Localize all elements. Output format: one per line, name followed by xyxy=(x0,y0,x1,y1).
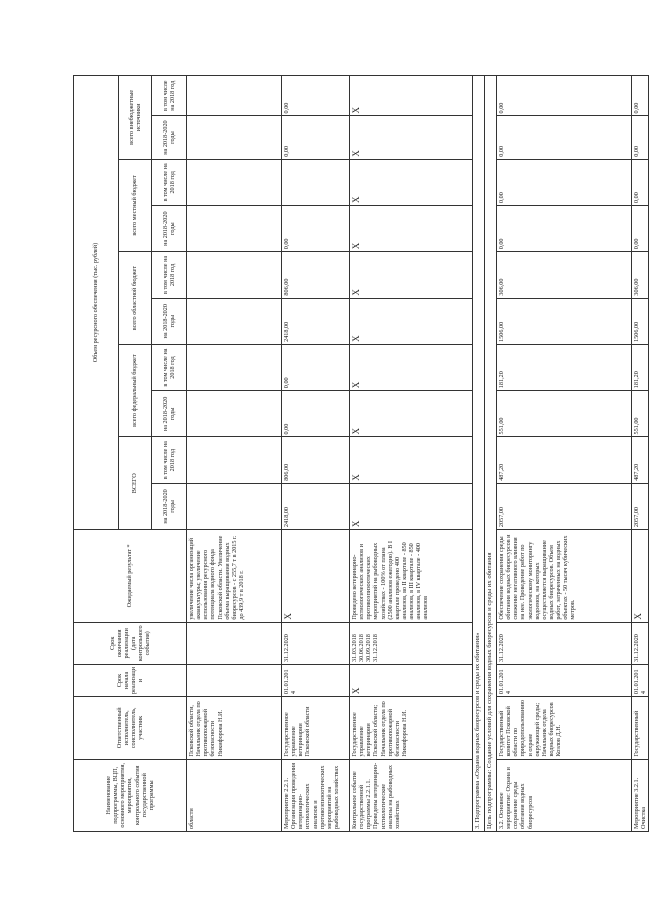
cell-start: 01.01.2014 xyxy=(632,664,649,696)
header-reg-2018: в том числе на 2018 год xyxy=(152,252,187,298)
header-fed-2018: в том числе на 2018 год xyxy=(152,344,187,390)
cell-x-mark: X xyxy=(350,76,473,116)
cell-loc-2018: 0,00 xyxy=(632,159,649,205)
cell-start xyxy=(187,664,282,696)
cell-executor: Государственное управление ветеринарии Псковской области; Начальник отдела по противопожарной безопасности Никифорова Н.И. xyxy=(350,697,473,759)
cell-empty xyxy=(187,483,282,529)
cell-reg-2018: 306,00 xyxy=(632,252,649,298)
table-row-measure-3-2-1 xyxy=(632,76,649,832)
table-row-subprogram-3 xyxy=(473,76,485,832)
cell-name: Мероприятие 3.2.1. Очистка xyxy=(632,759,649,831)
cell-reg-all: 2418,00 xyxy=(282,298,350,344)
header-local: всего местный бюджет xyxy=(119,159,152,252)
cell-end: 31.12.2020 xyxy=(497,622,632,664)
cell-name: Контрольное событие государственной программы 2.2.1.1. Проведены ветеринарно-ихтиологические анализы на рыбоводных хозяйствах xyxy=(350,759,473,831)
table-row-control-event xyxy=(350,76,473,832)
cell-loc-all: 0,00 xyxy=(497,206,632,252)
cell-reg-all: 1506,00 xyxy=(497,298,632,344)
header-reg-all: на 2018-2020 годы xyxy=(152,298,187,344)
cell-result: увеличение числа организаций аквакультуры; увеличение использования ресурсного потенциала водного фонда Псковской области. Увеличение объема выращивания водных биоресурсов - с 255,7 т в 2015 г. до 439,9 т в 2018 г. xyxy=(187,530,282,623)
cell-fed-2018: 181,20 xyxy=(497,344,632,390)
cell-x-mark: X xyxy=(350,159,473,205)
cell-fed-all: 551,00 xyxy=(497,391,632,437)
cell-empty xyxy=(187,116,282,159)
cell-end: 31.12.2020 xyxy=(632,622,649,664)
cell-x-mark: X xyxy=(350,298,473,344)
cell-ext-2018: 0,00 xyxy=(632,76,649,116)
cell-x-mark: X xyxy=(350,483,473,529)
cell-end xyxy=(187,622,282,664)
table-row-goal xyxy=(485,76,497,832)
cell-executor: Государственный xyxy=(632,697,649,759)
cell-empty xyxy=(187,437,282,483)
header-regional: всего областной бюджет xyxy=(119,252,152,345)
cell-name: 3.2. Основное мероприятие: Охрана и сохранение среды обитания водных биоресурсов xyxy=(497,759,632,831)
cell-total-all: 2057,00 xyxy=(497,483,632,529)
cell-start: X xyxy=(350,664,473,696)
header-fed-all: на 2018-2020 годы xyxy=(152,391,187,437)
cell-result: Проведено ветеринарно-ихтиологических анализов и противоэпизоотических мероприятий на рыбоводных хозяйствах - 100% от плана (2500 анализов ежегодно). В I квартале проведено 400 анализов, во II квартале - 850 анализов, в III квартале - 850 анализов, в IV квартале - 400 анализов xyxy=(350,530,473,623)
cell-empty xyxy=(187,298,282,344)
cell-ext-all: 0,00 xyxy=(282,116,350,159)
header-total-2018: в том числе на 2018 год xyxy=(152,437,187,483)
cell-name: области xyxy=(187,759,282,831)
cell-empty xyxy=(187,391,282,437)
cell-total-all: 2057,00 xyxy=(632,483,649,529)
cell-fed-2018: 181,20 xyxy=(632,344,649,390)
cell-loc-2018 xyxy=(282,159,350,205)
cell-total-2018: 487,20 xyxy=(497,437,632,483)
cell-name: Мероприятие 2.2.1. Организация проведения ветеринарно-ихтиологических анализов и противоэпизоотических мероприятий на рыбоводных хозяйствах xyxy=(282,759,350,831)
cell-x-mark: X xyxy=(350,252,473,298)
cell-executor: Государственное управление ветеринарии Псковской области xyxy=(282,697,350,759)
subprogram-goal: Цель подпрограммы: Создание условий для сохранения водных биоресурсов и среды их обитания xyxy=(485,76,497,832)
cell-ext-2018: 0,00 xyxy=(497,76,632,116)
cell-x-mark: X xyxy=(350,391,473,437)
cell-reg-2018: 306,00 xyxy=(497,252,632,298)
cell-loc-2018: 0,00 xyxy=(497,159,632,205)
cell-start: 01.01.2014 xyxy=(497,664,632,696)
header-loc-2018: в том числе на 2018 год xyxy=(152,159,187,205)
cell-x-mark: X xyxy=(350,116,473,159)
header-result: Ожидаемый результат * xyxy=(74,530,187,623)
header-ext-2018: в том числе на 2018 год xyxy=(152,76,187,116)
cell-reg-2018: 806,00 xyxy=(282,252,350,298)
header-end: Срок окончания реализации (дата контрольного события) xyxy=(74,622,187,664)
cell-fed-2018: 0,00 xyxy=(282,344,350,390)
cell-loc-all: 0,00 xyxy=(282,206,350,252)
cell-reg-all: 1506,00 xyxy=(632,298,649,344)
header-federal: всего федеральный бюджет xyxy=(119,344,152,437)
rotated-table-container xyxy=(73,75,648,832)
header-name: Наименование подпрограммы, ВЦП, основного мероприятия, мероприятия, контрольного события государственной программы xyxy=(74,759,187,831)
cell-fed-all: 0,00 xyxy=(282,391,350,437)
cell-result: Обеспечение сохранения среды обитания водных биоресурсов и снижение негативного влияния на нее. Проведение работ по экологическому мониторингу водоемов, на которых осуществляется выращивание водных биоресурсов. Объем работ, затраченных на водных объектах - 50 тысяч кубических метров. xyxy=(497,530,632,623)
resource-plan-table xyxy=(73,75,649,832)
cell-empty xyxy=(187,206,282,252)
table-row-measure-3-2 xyxy=(497,76,632,832)
cell-x-mark: X xyxy=(350,206,473,252)
cell-empty xyxy=(187,344,282,390)
cell-ext-all: 0,00 xyxy=(497,116,632,159)
cell-start: 01.01.2014 xyxy=(282,664,350,696)
cell-result: X xyxy=(282,530,350,623)
header-total-all: на 2018-2020 годы xyxy=(152,483,187,529)
header-loc-all: на 2018-2020 годы xyxy=(152,206,187,252)
cell-result: X xyxy=(632,530,649,623)
cell-fed-all: 551,00 xyxy=(632,391,649,437)
cell-loc-all: 0,00 xyxy=(632,206,649,252)
header-ext-all: на 2018-2020 годы xyxy=(152,116,187,159)
table-row-measure-2-2-1 xyxy=(282,76,350,832)
header-extra: всего внебюджетные источники xyxy=(119,76,152,160)
cell-ext-all: 0,00 xyxy=(632,116,649,159)
table-row-continuation xyxy=(187,76,282,832)
header-total: ВСЕГО xyxy=(119,437,152,530)
cell-executor: Псковской области, Начальник отдела по противопожарной безопасности Никифорова Н.И. xyxy=(187,697,282,759)
cell-empty xyxy=(187,76,282,116)
header-executor: Ответственный исполнитель, соисполнитель, участник xyxy=(74,697,187,759)
cell-end: 31.03.2018 30.06.2018 30.09.2018 31.12.2018 xyxy=(350,622,473,664)
header-row-1 xyxy=(74,76,119,832)
cell-ext-2018: 0,00 xyxy=(282,76,350,116)
cell-total-2018: 487,20 xyxy=(632,437,649,483)
subprogram-title: 3. Подпрограмма «Охрана водных биоресурсов и среды их обитания» xyxy=(473,76,485,832)
cell-empty xyxy=(187,159,282,205)
cell-total-all: 2418,00 xyxy=(282,483,350,529)
cell-end: 31.12.2020 xyxy=(282,622,350,664)
header-resources: Объем ресурсного обеспечения (тыс. рублей) xyxy=(74,76,119,530)
cell-x-mark: X xyxy=(350,437,473,483)
header-start: Срок начала реализации xyxy=(74,664,187,696)
cell-executor: Государственный комитет Псковской области по природопользованию и охране окружающей среды; Начальник отдела водных биоресурсов Козлов Д.Н. xyxy=(497,697,632,759)
cell-x-mark: X xyxy=(350,344,473,390)
cell-empty xyxy=(187,252,282,298)
cell-total-2018: 806,00 xyxy=(282,437,350,483)
